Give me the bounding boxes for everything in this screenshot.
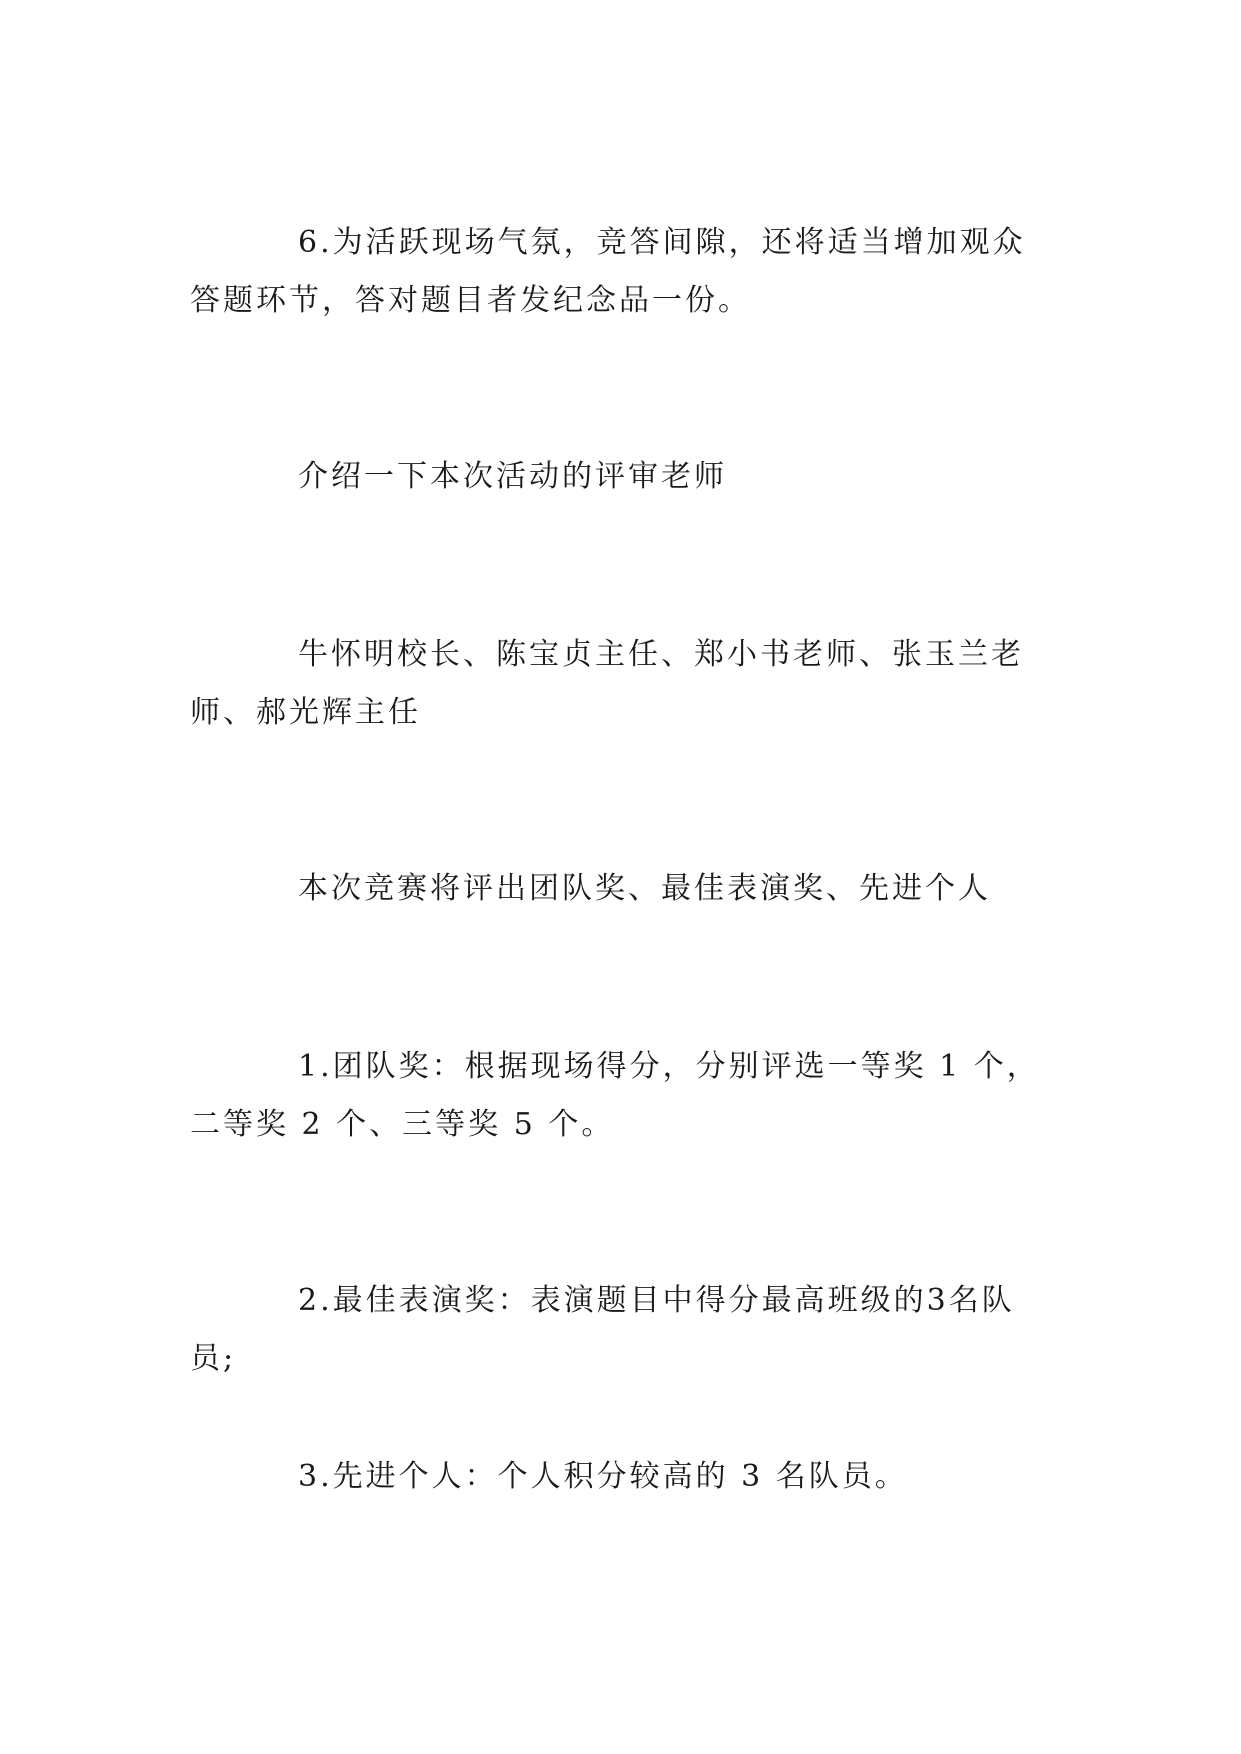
paragraph-awards-intro: 本次竞赛将评出团队奖、最佳表演奖、先进个人 [298, 871, 991, 906]
paragraph-best-performance-award: 2.最佳表演奖：表演题目中得分最高班级的3名队员; [190, 1283, 1015, 1376]
paragraph-judges-list: 牛怀明校长、陈宝贞主任、郑小书老师、张玉兰老师、郝光辉主任 [190, 637, 1024, 730]
paragraph-outstanding-individual: 3.先进个人：个人积分较高的 3 名队员。 [298, 1459, 908, 1494]
paragraph-audience-quiz: 6.为活跃现场气氛，竞答间隙，还将适当增加观众答题环节，答对题目者发纪念品一份。 [190, 225, 1026, 318]
paragraph-judges-intro: 介绍一下本次活动的评审老师 [298, 459, 727, 494]
paragraph-team-award: 1.团队奖：根据现场得分，分别评选一等奖 1 个，二等奖 2 个、三等奖 5 个。 [190, 1049, 1040, 1142]
